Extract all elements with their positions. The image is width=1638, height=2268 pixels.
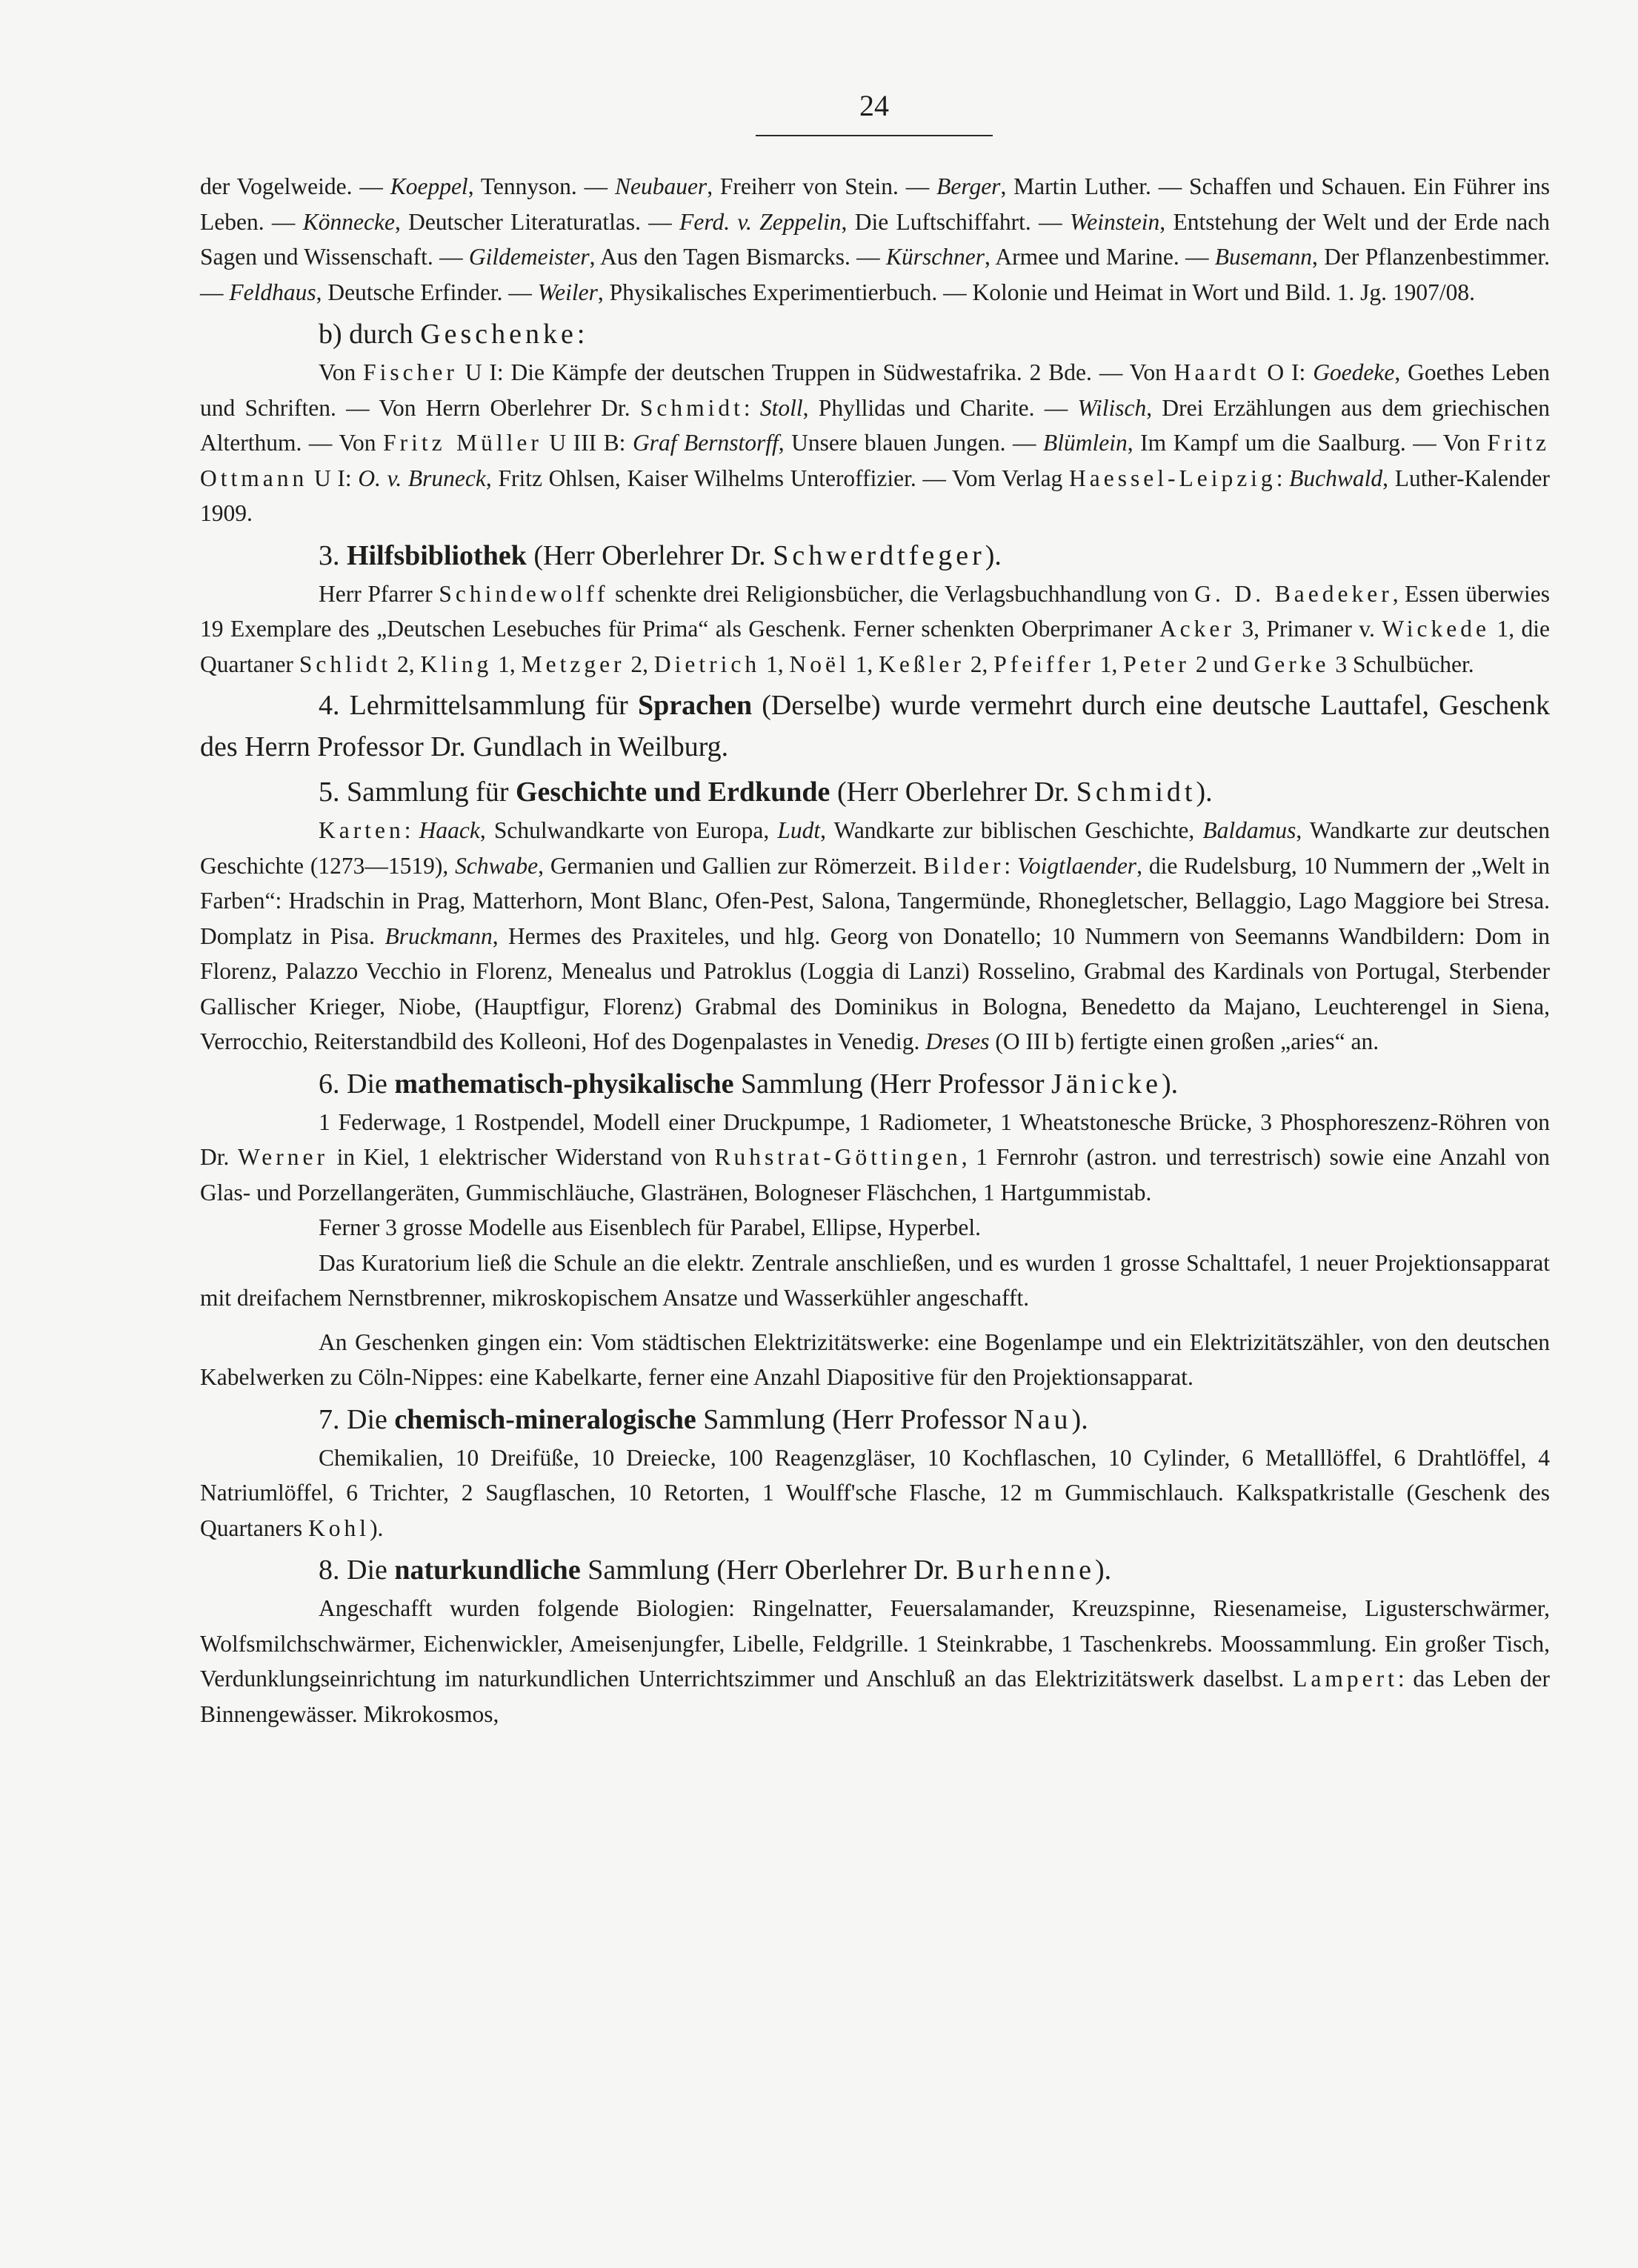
paragraph [200, 355, 1550, 531]
text-run: , Schulwandkarte von Europa, [479, 817, 778, 843]
paragraph [200, 169, 1550, 310]
text-run: , Physikalisches Experimentierbuch. — Kolonie und Heimat in Wort und Bild. 1. Jg. 1907/08. [597, 279, 1475, 305]
text-run: , Freiherr von Stein. — [707, 173, 937, 199]
italic-text: Graf Bernstorff [632, 430, 779, 456]
text-run: b) durch [319, 319, 421, 350]
paragraph [200, 576, 1550, 682]
text-run: 1, [849, 651, 879, 677]
text-run: 3, Primaner v. [1234, 616, 1382, 642]
italic-text: Koeppel [390, 173, 468, 199]
text-run: 1, [1093, 651, 1124, 677]
text-run: ). [1196, 776, 1213, 808]
bold-text: Geschichte und Erdkunde [515, 776, 830, 808]
spaced-name: G. D. Baedeker [1194, 580, 1393, 607]
italic-text: Dreses [925, 1028, 990, 1054]
italic-text: O. v. Bruneck [358, 465, 486, 491]
bold-text: mathematisch-physikalische [394, 1068, 734, 1100]
text-run: : [743, 394, 760, 421]
paragraph [200, 1440, 1550, 1546]
text-run: , Aus den Tagen Bismarcks. — [589, 244, 886, 270]
text-run: 2, [625, 651, 654, 677]
italic-text: Könnecke [302, 208, 395, 235]
text-run: U I: [307, 465, 359, 491]
spaced-name: Acker [1159, 616, 1235, 642]
italic-text: Baldamus [1202, 817, 1296, 843]
italic-text: Haack [419, 817, 480, 843]
spaced-name: Fritz Ottmann [200, 430, 1550, 491]
text-run: 4. Lehrmittelsammlung für [319, 690, 638, 721]
spaced-name: Fischer [363, 359, 458, 385]
spaced-name: Gerke [1254, 651, 1330, 677]
text-run: ). [1161, 1068, 1179, 1100]
paragraph [200, 1210, 1550, 1246]
spaced-name: Fritz Müller [383, 430, 542, 456]
spaced-name: Bilder [923, 852, 1005, 879]
text-run: (Herr Oberlehrer Dr. [830, 776, 1076, 808]
text-run: , Armee und Marine. — [984, 244, 1215, 270]
italic-text: Feldhaus [229, 279, 316, 305]
italic-text: Kürschner [885, 244, 985, 270]
text-run: in Kiel, 1 elektrischer Widerstand von [327, 1144, 715, 1170]
spaced-name: Geschenke [420, 319, 577, 350]
spaced-name: Ruhstrat-Göttingen [714, 1144, 962, 1170]
section-heading [200, 772, 1550, 813]
text-run: Sammlung (Herr Oberlehrer Dr. [580, 1554, 956, 1586]
text-run: , 1 Fernrohr (astron. und terrestrisch) sowie eine Anzahl von Glas- und Porzellangeräten, Gummischläuche, Glasträнen, Bologneser Fläschchen, 1 Hartgummistab. [200, 1144, 1550, 1206]
spaced-name: Haardt [1173, 359, 1260, 385]
text-run: , Deutscher Literaturatlas. — [394, 208, 680, 235]
text-run: , Phyllidas und Charite. — [802, 394, 1078, 421]
spaced-name: Keßler [879, 651, 965, 677]
text-run: , die Rudelsburg, 10 Nummern der „Welt in Farben“: Hradschin in Prag, Matterhorn, Mont Blanc, Ofen-Pest, Salona, Tangermünde, Rhonegletscher, Bellaggio, Lago Maggiore bei Stresa. Domplatz in Pisa. [200, 852, 1550, 949]
text-run: Angeschafft wurden folgende Biologien: Ringelnatter, Feuersalamander, Kreuzspinne, Riesenameise, Ligusterschwärmer, Wolfsmilchschwärmer, Eichenwickler, Ameisenjungfer, Libelle, Feldgrille. 1 Steinkrabbe, 1 Taschenkrebs. Moossammlung. Ein großer Tisch, Verdunklungseinrichtung im naturkundlichen Unterrichtszimmer und Anschluß an das Elektrizitätswerk daselbst. [200, 1595, 1550, 1692]
text-run: ). [370, 1514, 384, 1541]
text-run: (O III b) fertigte einen großen „aries“ an. [989, 1028, 1379, 1054]
text-run: 5. Sammlung für [319, 776, 516, 808]
section-heading [200, 1550, 1550, 1591]
text-run: ). [985, 539, 1002, 571]
spaced-name: Nau [1013, 1403, 1072, 1435]
text-run: 8. Die [319, 1554, 395, 1586]
text-run: An Geschenken gingen ein: Vom städtischen Elektrizitätswerke: eine Bogenlampe und ein Elektrizitätszähler, von den deutschen Kabelwerken zu Cöln-Nippes: eine Kabelkarte, ferner eine Anzahl Diapositive für den Projektionsapparat. [200, 1328, 1550, 1390]
text-run: 2, [391, 651, 421, 677]
text-run: (Herr Oberlehrer Dr. [526, 539, 773, 571]
text-run: 3 Schulbücher. [1329, 651, 1474, 677]
italic-text: Ferd. v. Zeppelin [679, 208, 842, 235]
italic-text: Weinstein [1069, 208, 1160, 235]
section-heading [200, 314, 1550, 355]
spaced-name: Lampert [1293, 1666, 1398, 1692]
text-run: 6. Die [319, 1068, 395, 1100]
text-run: U III B: [542, 430, 633, 456]
italic-text: Weiler [537, 279, 598, 305]
spaced-name: Wickede [1382, 616, 1490, 642]
text-run: , Germanien und Gallien zur Römerzeit. [538, 852, 924, 879]
paragraph [200, 1325, 1550, 1395]
italic-text: Voigtlaender [1017, 852, 1137, 879]
text-run: schenkte drei Religionsbücher, die Verlagsbuchhandlung von [608, 580, 1195, 607]
text-run: , Entstehung der Welt und der Erde nach Sagen und Wissenschaft. — [200, 208, 1550, 270]
paragraph [200, 1105, 1550, 1211]
page-number: 24 [859, 89, 889, 122]
text-run: , Essen überwies 19 Exemplare des „Deutschen Lesebuches für Prima“ als Geschenk. Ferner schenkten Oberprimaner [200, 580, 1551, 642]
text-run: , Fritz Ohlsen, Kaiser Wilhelms Unteroffizier. — Vom Verlag [485, 465, 1070, 491]
text-run: , Goethes Leben und Schriften. — Von Herrn Oberlehrer Dr. [200, 359, 1550, 421]
text-run: 1 Federwage, 1 Rostpendel, Modell einer Druckpumpe, 1 Radiometer, 1 Wheatstonesche Brücke, 3 Phosphoreszenz-Röhren von Dr. [200, 1108, 1550, 1170]
text-run: Das Kuratorium ließ die Schule an die elektr. Zentrale anschließen, und es wurden 1 grosse Schalttafel, 1 neuer Projektionsapparat mit dreifachem Nernstbrenner, mikroskopischem Ansatze und Wasserkühler angeschafft. [200, 1249, 1550, 1311]
text-run: 7. Die [319, 1403, 395, 1435]
spaced-name: Schlidt [299, 651, 392, 677]
text-run: Chemikalien, 10 Dreifüße, 10 Dreiecke, 100 Reagenzgläser, 10 Kochflaschen, 10 Cylinder, 6 Metalllöffel, 6 Drahtlöffel, 4 Natriumlöffel, 6 Trichter, 2 Saugflaschen, 10 Retorten, 1 Woulff'sche Flasche, 12 m Gummischlauch. Kalkspatkristalle (Geschenk des Quartaners [200, 1444, 1550, 1541]
spaced-name: Peter [1123, 651, 1190, 677]
text-run: : [1276, 465, 1290, 491]
text-run: , Hermes des Praxiteles, und hlg. Georg von Donatello; 10 Nummern von Seemanns Wandbildern: Dom in Florenz, Palazzo Vecchio in Florenz, Menealus und Patroklus (Loggia di Lanzi) Rosselino, Grabmal des Kardinals von Portugal, Sterbender Gallischer Krieger, Niobe, (Hauptfigur, Florenz) Grabmal des Dominikus in Bologna, Benedetto da Majano, Leuchterengel in Siena, Verrocchio, Reiterstandbild des Kolleoni, Hof des Dogenpalastes in Venedig. [200, 922, 1550, 1054]
paragraph [200, 1591, 1550, 1732]
text-run: ). [1071, 1403, 1088, 1435]
spaced-name: Schmidt [639, 394, 744, 421]
spaced-name: Schmidt [1076, 776, 1196, 808]
italic-text: Berger [936, 173, 1001, 199]
text-run: , Im Kampf um die Saalburg. — Von [1127, 430, 1488, 456]
text-run: der Vogelweide. — [200, 173, 390, 199]
text-run: : [576, 319, 585, 350]
bold-text: Sprachen [637, 690, 753, 721]
text-run: , Tennyson. — [467, 173, 615, 199]
paragraph [200, 1246, 1550, 1316]
italic-text: Ludt [777, 817, 821, 843]
spaced-name: Haessel-Leipzig [1069, 465, 1276, 491]
text-run: , Die Luftschiffahrt. — [841, 208, 1070, 235]
text-run: U I: Die Kämpfe der deutschen Truppen in Südwestafrika. 2 Bde. — Von [457, 359, 1174, 385]
page-body [200, 169, 1550, 1732]
italic-text: Gildemeister [468, 244, 590, 270]
bold-text: chemisch-mineralogische [394, 1403, 696, 1435]
section-heading [200, 685, 1550, 768]
text-run: 2, [964, 651, 994, 677]
bold-text: naturkundliche [394, 1554, 581, 1586]
spaced-name: Schwerdtfeger [773, 539, 985, 571]
text-run: , Wandkarte zur biblischen Geschichte, [820, 817, 1203, 843]
spaced-name: Metzger [521, 651, 625, 677]
text-run: , Wandkarte zur deutschen Geschichte (1273—1519), [200, 817, 1550, 879]
text-run: : das Leben der Binnengewässer. Mikrokosmos, [200, 1666, 1550, 1727]
spaced-name: Pfeiffer [993, 651, 1094, 677]
italic-text: Busemann [1214, 244, 1313, 270]
spaced-name: Werner [238, 1144, 328, 1170]
spaced-name: Kling [420, 651, 493, 677]
text-run: 1, [760, 651, 790, 677]
text-run: ). [1094, 1554, 1112, 1586]
text-run: , Martin Luther. — Schaffen und Schauen. Ein Führer ins Leben. — [200, 173, 1550, 235]
italic-text: Neubauer [614, 173, 708, 199]
text-run: Von [319, 359, 364, 385]
text-run: 3. [319, 539, 347, 571]
text-run: , Drei Erzählungen aus dem griechischen Alterthum. — Von [200, 394, 1550, 456]
italic-text: Stoll [759, 394, 803, 421]
text-run: 2 und [1189, 651, 1254, 677]
text-run: 1, die Quartaner [200, 616, 1550, 677]
text-run: : [1004, 852, 1018, 879]
text-run: : [404, 817, 419, 843]
spaced-name: Kohl [308, 1514, 370, 1541]
text-run: Ferner 3 grosse Modelle aus Eisenblech für Parabel, Ellipse, Hyperbel. [319, 1214, 981, 1240]
italic-text: Bruckmann [384, 922, 493, 949]
text-run: , Deutsche Erfinder. — [316, 279, 538, 305]
spaced-name: Noël [789, 651, 850, 677]
spaced-name: Schindewolff [439, 580, 609, 607]
italic-text: Wilisch [1077, 394, 1147, 421]
paragraph [200, 813, 1550, 1060]
italic-text: Goedeke [1313, 359, 1395, 385]
section-heading [200, 1400, 1550, 1440]
section-heading [200, 1064, 1550, 1105]
text-run: (Derselbe) wurde vermehrt durch eine deutsche Lauttafel, Geschenk des Herrn Professor Dr. Gundlach in Weilburg. [200, 690, 1550, 762]
text-run: 1, [492, 651, 522, 677]
spaced-name: Jänicke [1051, 1068, 1162, 1100]
text-run: Sammlung (Herr Professor [696, 1403, 1014, 1435]
text-run: , Unsere blauen Jungen. — [778, 430, 1044, 456]
text-run: , Luther-Kalender 1909. [200, 465, 1550, 526]
spaced-name: Burhenne [956, 1554, 1095, 1586]
italic-text: Buchwald [1289, 465, 1383, 491]
text-run: O I: [1259, 359, 1314, 385]
italic-text: Blümlein [1043, 430, 1128, 456]
spaced-name: Karten [319, 817, 404, 843]
page-number-rule [756, 135, 993, 136]
bold-text: Hilfsbibliothek [347, 539, 527, 571]
section-heading [200, 536, 1550, 576]
text-run: Sammlung (Herr Professor [733, 1068, 1051, 1100]
text-run: Herr Pfarrer [319, 580, 439, 607]
spaced-name: Dietrich [653, 651, 761, 677]
text-run: , Der Pflanzenbestimmer. — [200, 244, 1550, 305]
italic-text: Schwabe [455, 852, 539, 879]
